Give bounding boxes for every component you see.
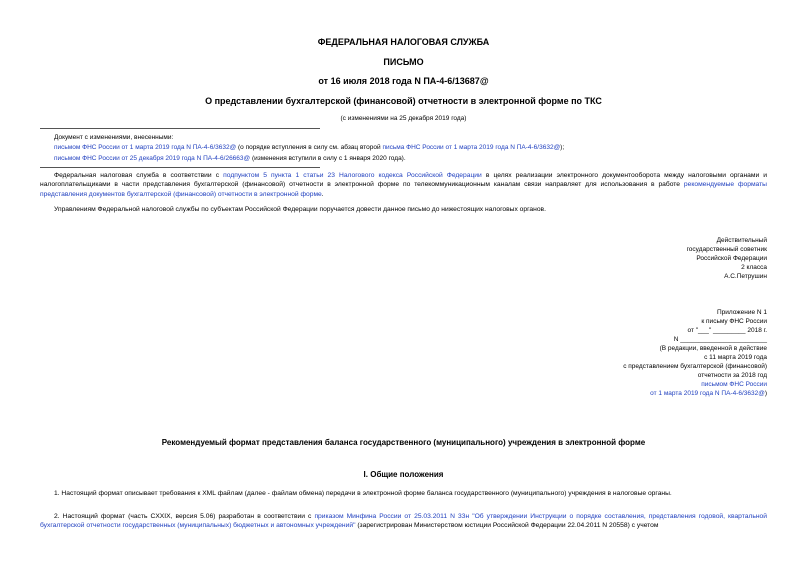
appendix-line: (В редакции, введенной в действие (659, 345, 767, 352)
signature-line: 2 класса (741, 264, 767, 271)
amended-note: (с изменениями на 25 декабря 2019 года) (340, 115, 467, 122)
body-paragraph-2: Управлениям Федеральной налоговой службы по субъектам Российской Федерации поручается довести данное письмо до нижестоящих налоговых органов. (54, 206, 546, 213)
section-heading: I. Общие положения (363, 470, 444, 479)
body-text: . (321, 190, 324, 198)
amendment-item (54, 154, 784, 163)
appendix-line: N ________________________ (673, 336, 767, 343)
doc-type: ПИСЬМО (383, 57, 424, 67)
amendment-link[interactable]: письмом ФНС России от 1 марта 2019 года N ПА-4-6/3632@ (54, 144, 237, 151)
amendment-link-2[interactable]: письма ФНС России от 1 марта 2019 года N ПА-4-6/3632@ (382, 144, 561, 151)
item-text: 2. Настоящий формат (часть CXXIX, версия 5.06) разработан в соответствии с (54, 513, 315, 520)
format-item-2 (40, 512, 767, 531)
appendix-line: к письму ФНС России (701, 318, 767, 325)
appendix-link[interactable]: письмом ФНС России (701, 381, 767, 388)
amendment-text-end: ); (560, 144, 565, 151)
appendix-line: отчетности за 2018 год (697, 372, 767, 379)
signature-block (560, 236, 767, 281)
appendix-link-2[interactable]: от 1 марта 2019 года N ПА-4-6/3632@ (650, 390, 765, 397)
appendix-block (540, 308, 767, 398)
signature-line: государственный советник (686, 246, 767, 253)
agency-title: ФЕДЕРАЛЬНАЯ НАЛОГОВАЯ СЛУЖБА (317, 37, 490, 47)
appendix-line: с представлением бухгалтерской (финансовой) (623, 363, 767, 370)
amendments-intro: Документ с изменениями, внесенными: (54, 134, 174, 141)
amendment-link[interactable]: письмом ФНС России от 25 декабря 2019 года N ПА-4-6/26663@ (54, 155, 251, 162)
doc-date-number: от 16 июля 2018 года N ПА-4-6/13687@ (318, 76, 489, 86)
signature-name: А.С.Петрушин (724, 273, 767, 280)
amendment-item (54, 143, 784, 152)
amendment-text: (изменения вступили в силу с 1 января 2020 года). (250, 155, 406, 162)
signature-line: Российской Федерации (696, 255, 767, 262)
formats-link[interactable]: рекомендуемые форматы представления документов бухгалтерской (финансовой) отчетности в электронной форме (40, 181, 767, 198)
body-paragraph-1 (40, 171, 767, 199)
doc-subject: О представлении бухгалтерской (финансовой) отчетности в электронной форме по ТКС (205, 96, 602, 106)
amendment-text: (о порядке вступления в силу см. абзац второй (236, 144, 383, 151)
format-item-1: 1. Настоящий формат описывает требования к XML файлам (далее - файлам обмена) передачи в электронной форме баланса государственного (муниципального) учреждения в налоговые органы. (54, 490, 672, 497)
minfin-order-link[interactable]: приказом Минфина России от 25.03.2011 N 33н "Об утверждении Инструкции о порядке составления, представления годовой, квартальной бухгалтерской отчетности государственных (муниципальных) бюджетных и автономных учреждений" (40, 513, 767, 530)
tax-code-link[interactable]: подпунктом 5 пункта 1 статьи 23 Налогового кодекса Российской Федерации (223, 172, 482, 179)
signature-line: Действительный (716, 237, 767, 244)
appendix-line: от "___" _________ 2018 г. (687, 327, 767, 334)
body-text: Федеральная налоговая служба в соответствии с (54, 172, 224, 179)
divider (40, 167, 320, 168)
divider (40, 128, 320, 129)
appendix-line: с 11 марта 2019 года (704, 354, 767, 361)
appendix-line: Приложение N 1 (716, 309, 767, 316)
body-text: в целях реализации электронного документооборота между налоговыми органами и налогоплательщиками в части представления бухгалтерской (финансовой) отчетности в электронной форме по телекоммуникационным каналам связи направляет для использования в работе (40, 172, 767, 189)
item-text: (зарегистрирован Министерством юстиции Российской Федерации 22.04.2011 N 20558) с учетом (355, 522, 659, 530)
format-title: Рекомендуемый формат представления баланса государственного (муниципального) учреждения в электронной форме (161, 438, 646, 447)
appendix-suffix: ) (764, 390, 767, 397)
